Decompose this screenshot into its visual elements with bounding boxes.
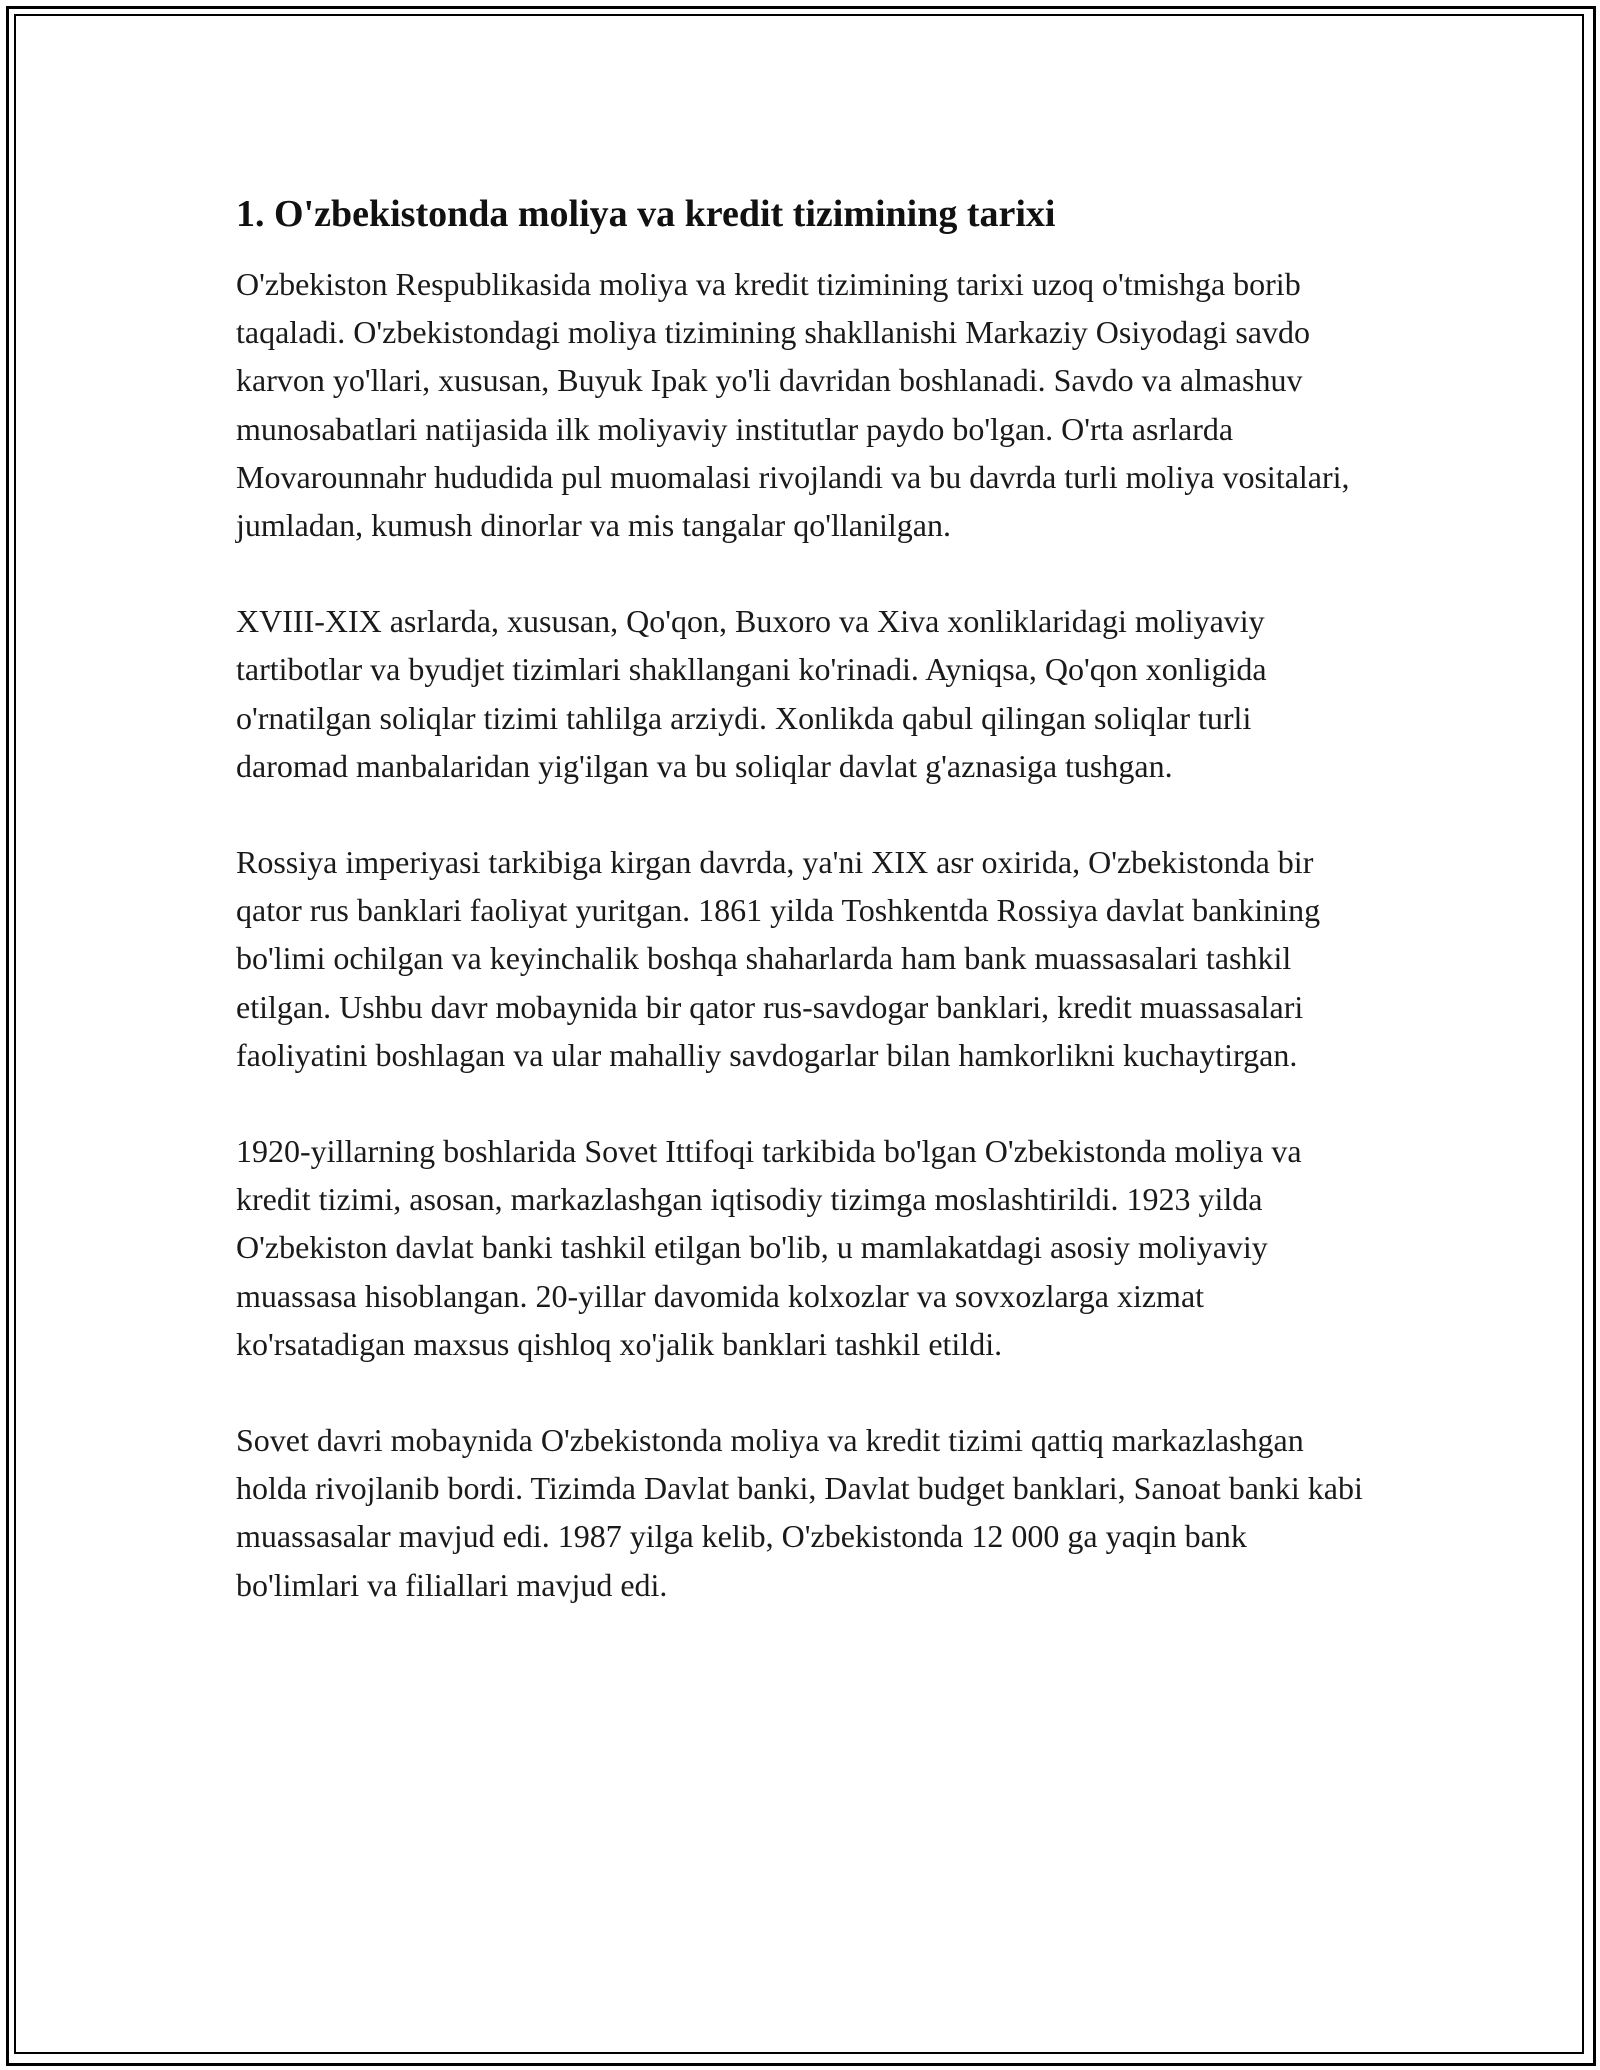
section-title: 1. O'zbekistonda moliya va kredit tizimining tarixi (236, 193, 1056, 235)
paragraph-5: Sovet davri mobaynida O'zbekistonda moliya va kredit tizimi qattiq markazlashgan holda rivojlanib bordi. Tizimda Davlat banki, Davlat budget banklari, Sanoat banki kabi muassasalar mavjud edi. 1987 yilga kelib, O'zbekistonda 12 000 ga yaqin bank bo'limlari va filiallari mavjud edi. (236, 1422, 1363, 1603)
paragraph-1: O'zbekiston Respublikasida moliya va kredit tizimining tarixi uzoq o'tmishga borib taqaladi. O'zbekistondagi moliya tizimining shakllanishi Markaziy Osiyodagi savdo karvon yo'llari, xususan, Buyuk Ipak yo'li davridan boshlanadi. Savdo va almashuv munosabatlari natijasida ilk moliyaviy institutlar paydo bo'lgan. O'rta asrlarda Movarounnahr hududida pul muomalasi rivojlandi va bu davrda turli moliya vositalari, jumladan, kumush dinorlar va mis tangalar qo'llanilgan. (236, 266, 1350, 544)
paragraph-2: XVIII-XIX asrlarda, xususan, Qo'qon, Buxoro va Xiva xonliklaridagi moliyaviy tartibotlar va byudjet tizimlari shakllangani ko'rinadi. Ayniqsa, Qo'qon xonligida o'rnatilgan soliqlar tizimi tahlilga arziydi. Xonlikda qabul qilingan soliqlar turli daromad manbalaridan yig'ilgan va bu soliqlar davlat g'aznasiga tushgan. (236, 603, 1267, 784)
paragraph-4: 1920-yillarning boshlarida Sovet Ittifoqi tarkibida bo'lgan O'zbekistonda moliya va kredit tizimi, asosan, markazlashgan iqtisodiy tizimga moslashtirildi. 1923 yilda O'zbekiston davlat banki tashkil etilgan bo'lib, u mamlakatdagi asosiy moliyaviy muassasa hisoblangan. 20-yillar davomida kolxozlar va sovxozlarga xizmat ko'rsatadigan maxsus qishloq xo'jalik banklari tashkil etildi. (236, 1133, 1302, 1362)
paragraph-3: Rossiya imperiyasi tarkibiga kirgan davrda, ya'ni XIX asr oxirida, O'zbekistonda bir qator rus banklari faoliyat yuritgan. 1861 yilda Toshkentda Rossiya davlat bankining bo'limi ochilgan va keyinchalik boshqa shaharlarda ham bank muassasalari tashkil etilgan. Ushbu davr mobaynida bir qator rus-savdogar banklari, kredit muassasalari faoliyatini boshlagan va ular mahalliy savdogarlar bilan hamkorlikni kuchaytirgan. (236, 844, 1321, 1073)
document-body (236, 186, 1366, 1657)
